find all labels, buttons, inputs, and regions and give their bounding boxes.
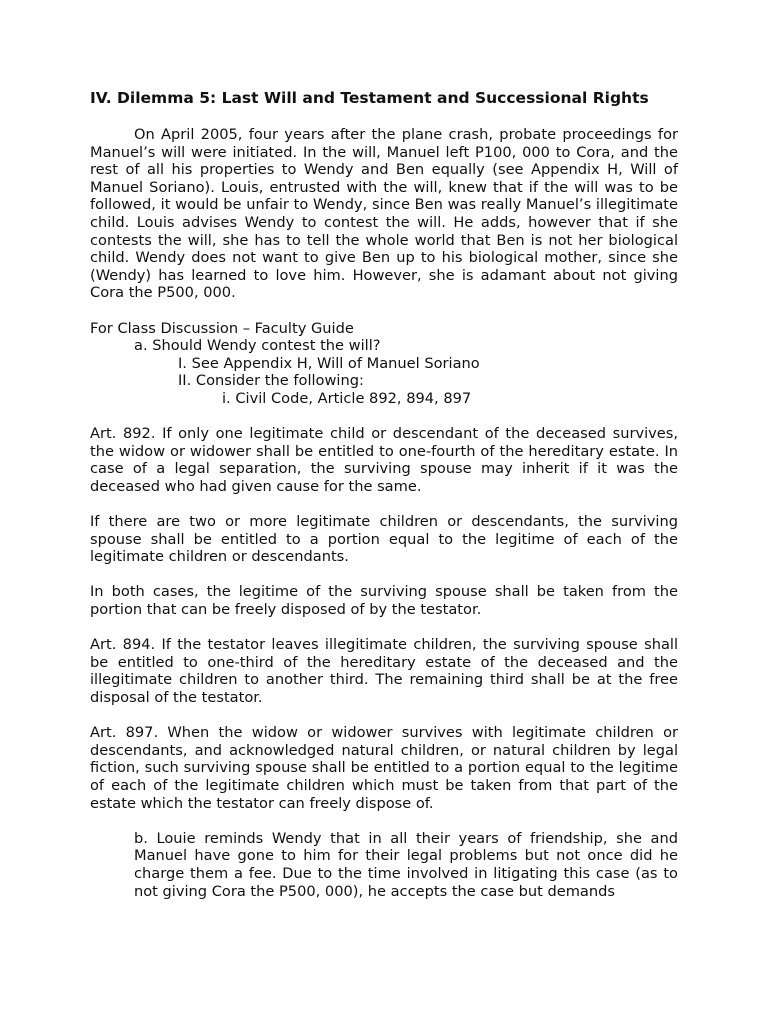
guide-title: For Class Discussion – Faculty Guide: [90, 319, 354, 337]
article-892-paragraph-2: If there are two or more legitimate children or descendants, the surviving spouse shall be entitled to a portion equal to the legitime of each of the legitimate children or descendants.: [90, 513, 678, 566]
article-894-paragraph: Art. 894. If the testator leaves illegitimate children, the surviving spouse shall be entitled to one-third of the hereditary estate of the deceased and the illegitimate children to another third. The remaining third shall be at the free disposal of the testator.: [90, 636, 678, 706]
class-discussion-guide: [90, 320, 678, 408]
article-897-paragraph: Art. 897. When the widow or widower survives with legitimate children or descendants, and acknowledged natural children, or natural children by legal fiction, such surviving spouse shall be entitled to a portion equal to the legitime of each of the legitimate children which must be taken from that part of the estate which the testator can freely dispose of.: [90, 724, 678, 812]
section-heading: IV. Dilemma 5: Last Will and Testament and Successional Rights: [90, 89, 649, 107]
guide-item-ii-sub: i. Civil Code, Article 892, 894, 897: [222, 389, 472, 407]
document-page: [90, 88, 678, 900]
article-892-paragraph-1: Art. 892. If only one legitimate child or descendant of the deceased survives, the widow or widower shall be entitled to one-fourth of the hereditary estate. In case of a legal separation, the surviving spouse may inherit if it was the deceased who had given cause for the same.: [90, 425, 678, 495]
question-a: a. Should Wendy contest the will?: [134, 337, 381, 355]
question-b: b. Louie reminds Wendy that in all their years of friendship, she and Manuel have gone to him for their legal problems but not once did he charge them a fee. Due to the time involved in litigating this case (as to not giving Cora the P500, 000), he accepts the case but demands: [134, 829, 678, 900]
guide-item-i: I. See Appendix H, Will of Manuel Soriano: [178, 354, 480, 372]
intro-paragraph: On April 2005, four years after the plane crash, probate proceedings for Manuel’s will were initiated. In the will, Manuel left P100, 000 to Cora, and the rest of all his properties to Wendy and Ben equally (see Appendix H, Will of Manuel Soriano). Louis, entrusted with the will, knew that if the will was to be followed, it would be unfair to Wendy, since Ben was really Manuel’s illegitimate child. Louis advises Wendy to contest the will. He adds, however that if she contests the will, she has to tell the whole world that Ben is not her biological child. Wendy does not want to give Ben up to his biological mother, since she (Wendy) has learned to love him. However, she is adamant about not giving Cora the P500, 000.: [90, 126, 678, 302]
guide-item-ii: II. Consider the following:: [178, 372, 364, 390]
article-892-paragraph-3: In both cases, the legitime of the surviving spouse shall be taken from the portion that can be freely disposed of by the testator.: [90, 583, 678, 619]
